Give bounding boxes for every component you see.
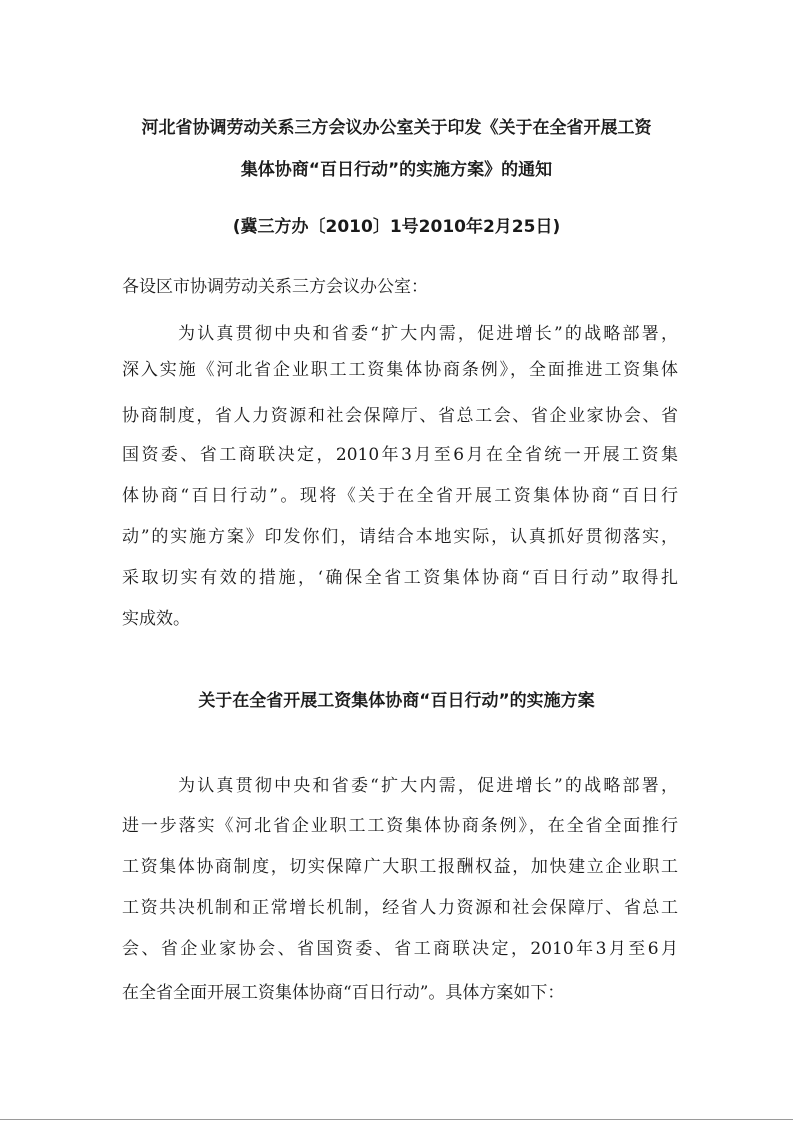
document-title-line-1: 河北省协调劳动关系三方会议办公室关于印发《关于在全省开展工资 — [141, 118, 652, 138]
paragraph-2-line: 工资共决机制和正常增长机制，经省人力资源和社会保障厅、省总工 — [122, 898, 678, 918]
paragraph-1-line: 协商制度，省人力资源和社会保障厅、省总工会、省企业家协会、省 — [122, 406, 678, 426]
paragraph-1-line: 为认真贯彻中央和省委“扩大内需，促进增长”的战略部署， — [178, 324, 678, 344]
paragraph-1-line: 实成效。 — [122, 609, 190, 629]
paragraph-2-line: 工资集体协商制度，切实保障广大职工报酬权益，加快建立企业职工 — [122, 857, 678, 877]
paragraph-2-line: 为认真贯彻中央和省委“扩大内需，促进增长”的战略部署， — [178, 776, 678, 796]
paragraph-1-line: 国资委、省工商联决定，2010年3月至6月在全省统一开展工资集 — [122, 445, 678, 465]
paragraph-1-line: 动”的实施方案》印发你们，请结合本地实际，认真抓好贯彻落实， — [122, 527, 678, 547]
paragraph-2-line: 会、省企业家协会、省国资委、省工商联决定，2010年3月至6月 — [122, 939, 678, 959]
page-bottom-rule — [0, 1119, 793, 1120]
document-number: (冀三方办〔2010〕1号2010年2月25日) — [232, 217, 561, 237]
paragraph-1-line: 采取切实有效的措施，‘确保全省工资集体协商“百日行动”取得扎 — [122, 568, 678, 588]
document-title-line-2: 集体协商“百日行动”的实施方案》的通知 — [240, 160, 553, 180]
paragraph-2-line: 在全省全面开展工资集体协商“百日行动”。具体方案如下： — [122, 983, 565, 1003]
paragraph-2-line: 进一步落实《河北省企业职工工资集体协商条例》，在全省全面推行 — [122, 816, 678, 836]
paragraph-1-line: 深入实施《河北省企业职工工资集体协商条例》，全面推进工资集体 — [122, 360, 678, 380]
paragraph-1-line: 体协商“百日行动”。现将《关于在全省开展工资集体协商“百日行 — [122, 486, 678, 506]
section-title: 关于在全省开展工资集体协商“百日行动”的实施方案 — [198, 691, 595, 711]
salutation: 各设区市协调劳动关系三方会议办公室： — [122, 277, 428, 297]
